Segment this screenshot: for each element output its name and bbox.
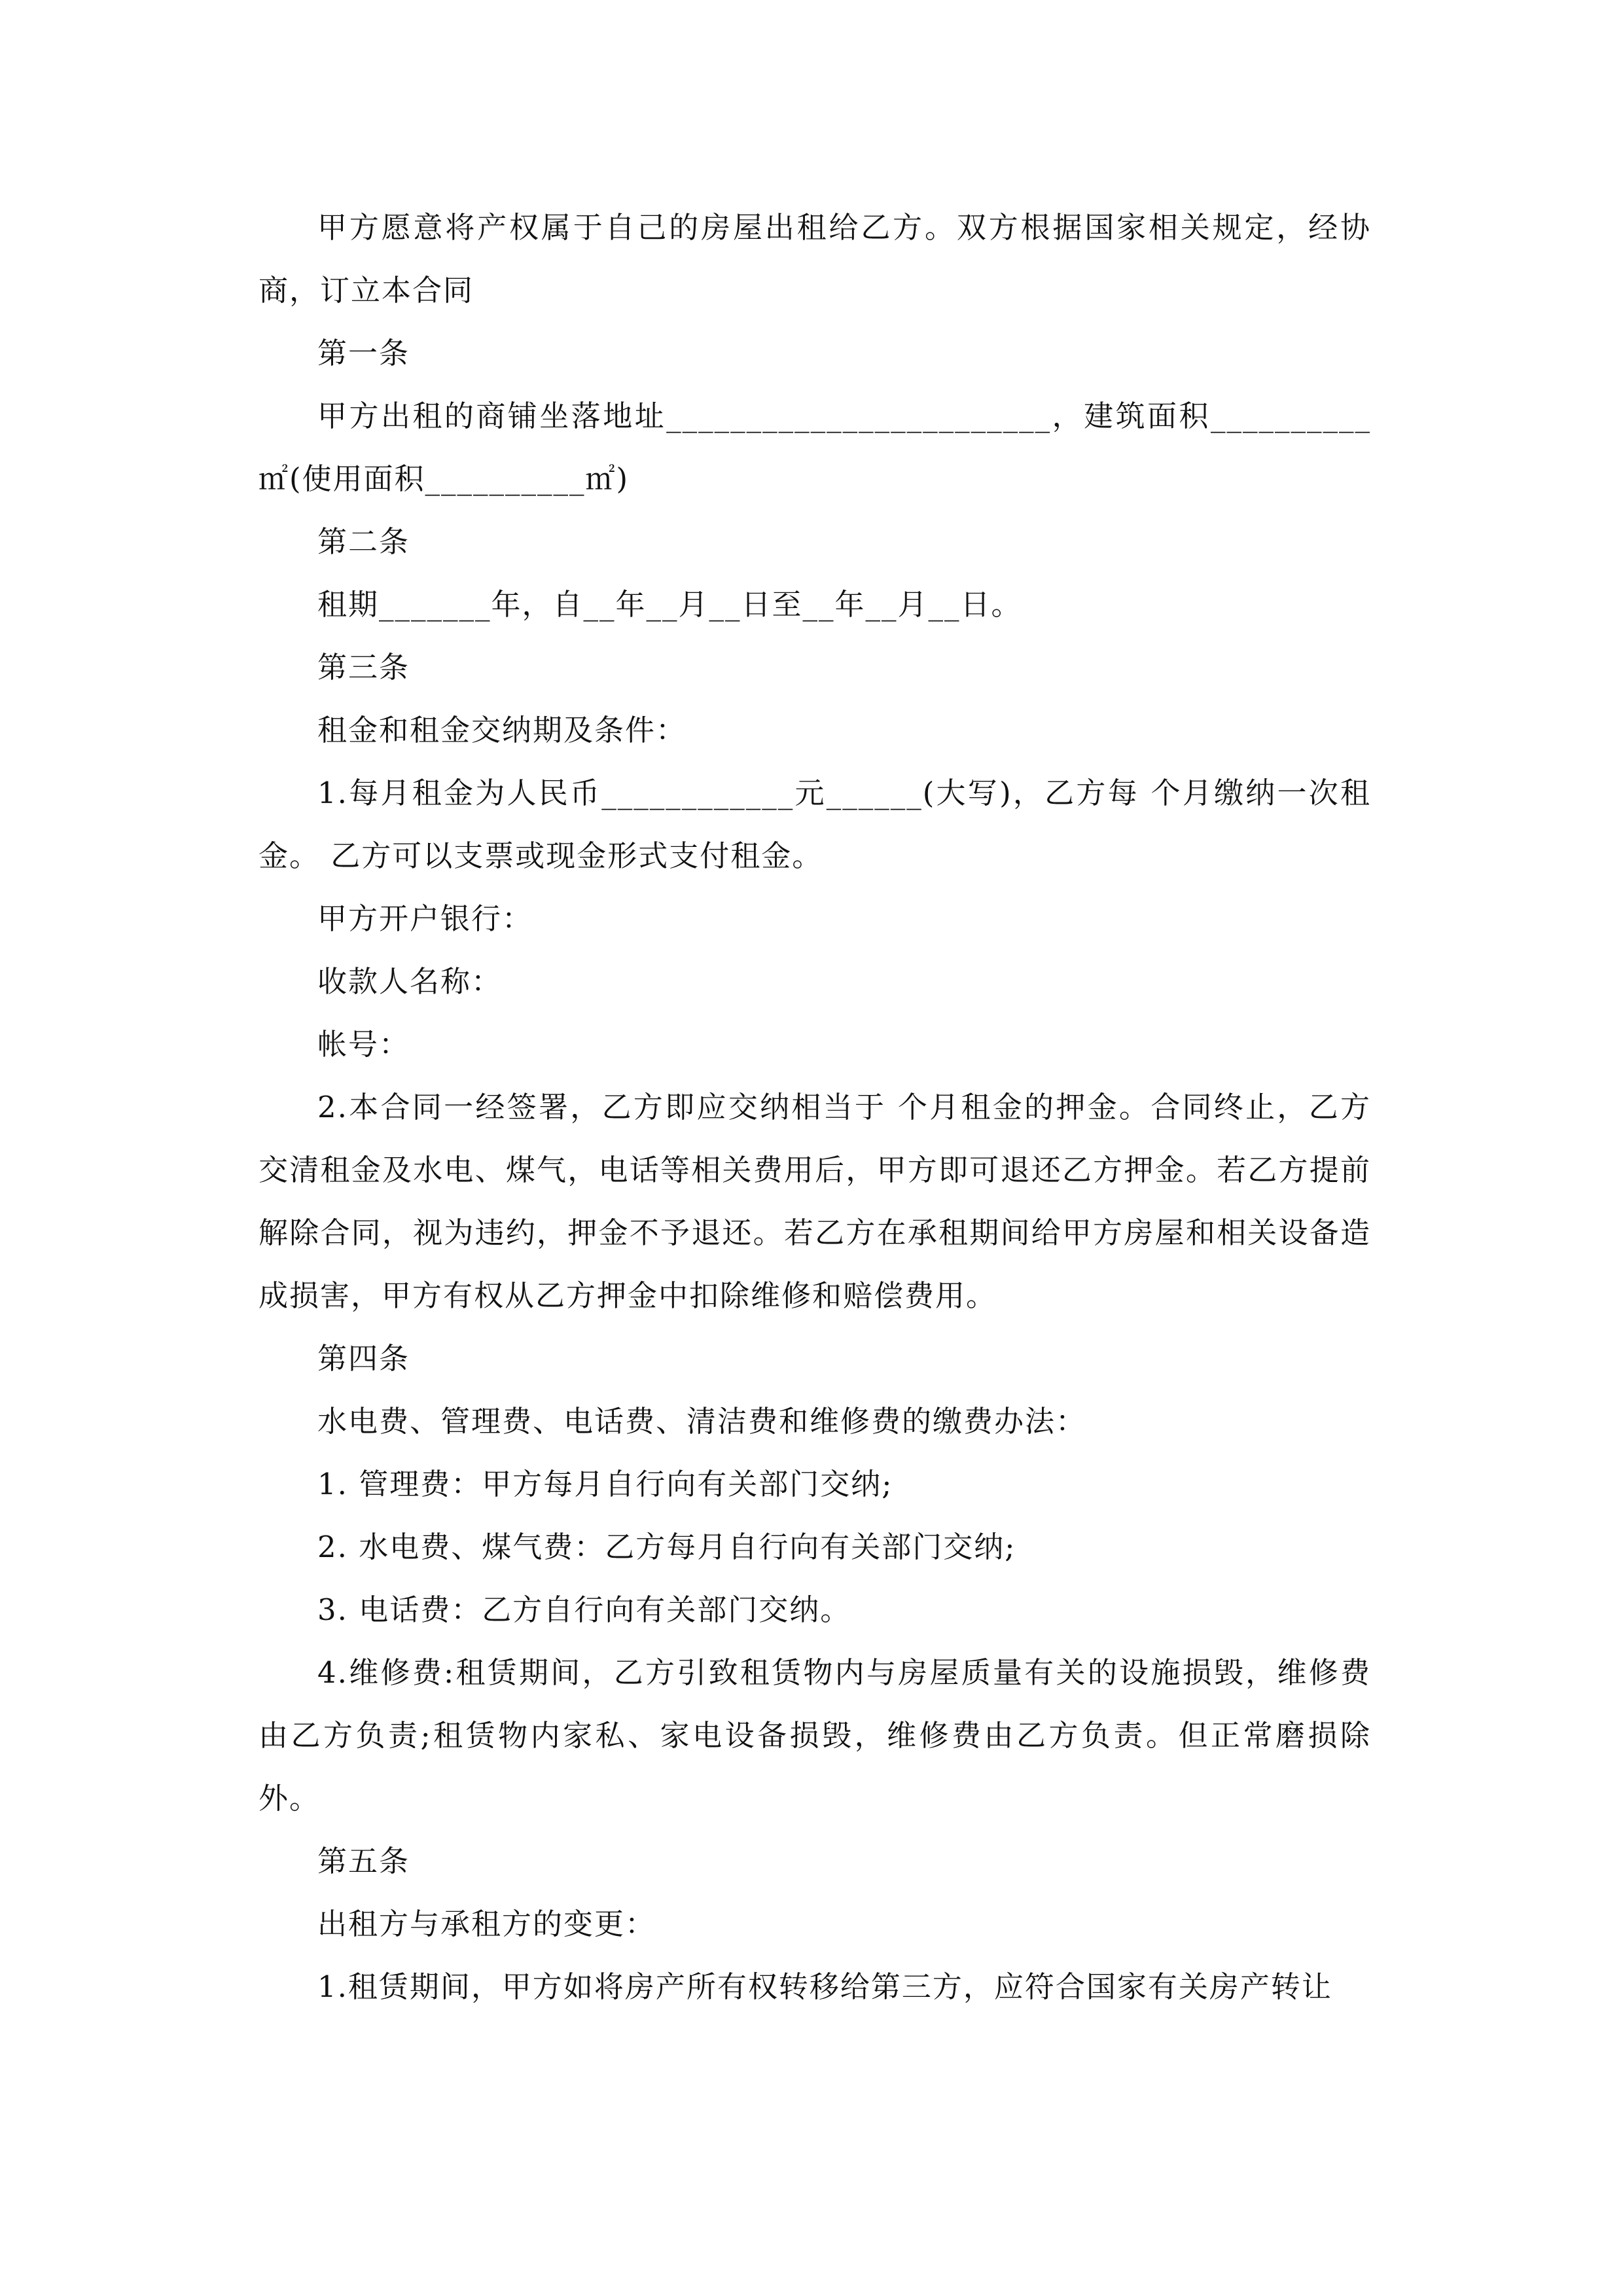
- article-1-address-area: 甲方出租的商铺坐落地址________________________，建筑面积__________ ㎡(使用面积__________㎡): [259, 399, 1382, 496]
- article-3-rent-terms: 租金和租金交纳期及条件：: [317, 713, 687, 747]
- article-2-lease-term: 租期_______年，自__年__月__日至__年__月__日。: [317, 587, 1022, 622]
- article-4-item-1: 1. 管理费：甲方每月自行向有关部门交纳;: [317, 1467, 893, 1501]
- bank-line: 甲方开户银行：: [317, 901, 533, 936]
- article-5-intro: 出租方与承租方的变更：: [317, 1907, 656, 1941]
- article-4-heading: 第四条: [317, 1341, 410, 1376]
- intro-paragraph: 甲方愿意将产权属于自己的房屋出租给乙方。双方根据国家相关规定，经协商，订立本合同: [259, 210, 1371, 308]
- article-4-item-2: 2. 水电费、煤气费：乙方每月自行向有关部门交纳;: [317, 1530, 1016, 1564]
- article-4-fees-intro: 水电费、管理费、电话费、清洁费和维修费的缴费办法：: [317, 1404, 1087, 1439]
- article-4-item-3: 3. 电话费：乙方自行向有关部门交纳。: [317, 1592, 851, 1627]
- article-5-item-1: 1.租赁期间，甲方如将房产所有权转移给第三方，应符合国家有关房产转让: [317, 1969, 1332, 2004]
- article-2-heading: 第二条: [317, 524, 410, 559]
- article-5-heading: 第五条: [317, 1844, 410, 1878]
- article-3-item-2: 2.本合同一经签署，乙方即应交纳相当于 个月租金的押金。合同终止，乙方交清租金及水电、煤气，电话等相关费用后，甲方即可退还乙方押金。若乙方提前解除合同，视为违约，押金不予退还。若乙方在承租期间给甲方房屋和相关设备造成损害，甲方有权从乙方押金中扣除维修和赔偿费用。: [259, 1090, 1371, 1313]
- contract-body: [259, 196, 1382, 2018]
- article-4-item-4: 4.维修费:租赁期间，乙方引致租赁物内与房屋质量有关的设施损毁，维修费由乙方负责;租赁物内家私、家电设备损毁，维修费由乙方负责。但正常磨损除外。: [259, 1655, 1371, 1816]
- article-1-heading: 第一条: [317, 336, 410, 370]
- article-3-item-1: 1.每月租金为人民币____________元______(大写)，乙方每 个月缴纳一次租金。 乙方可以支票或现金形式支付租金。: [259, 776, 1371, 873]
- payee-line: 收款人名称：: [317, 964, 503, 999]
- article-3-heading: 第三条: [317, 650, 410, 685]
- account-line: 帐号：: [317, 1027, 410, 1062]
